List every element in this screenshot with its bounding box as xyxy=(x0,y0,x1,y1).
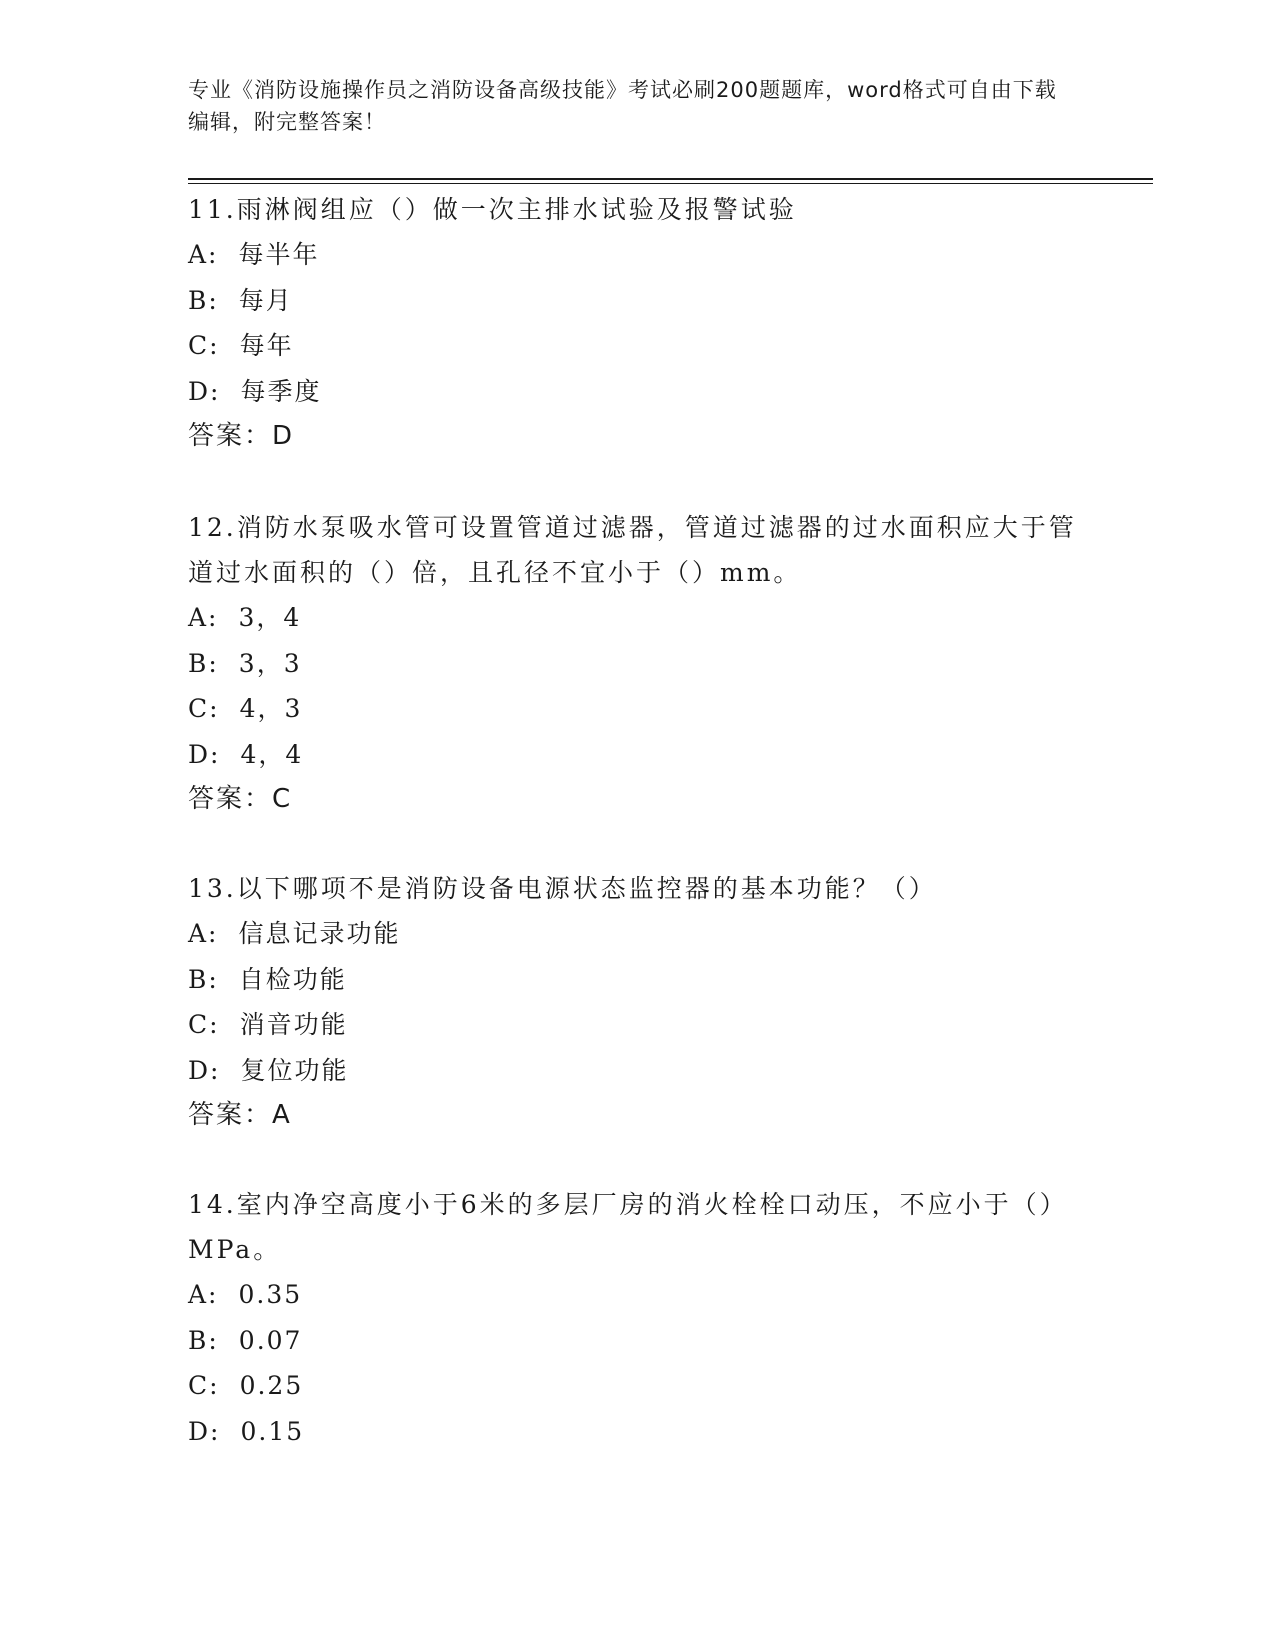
answer-label: 答案：A xyxy=(188,1100,292,1130)
question-12 xyxy=(188,505,1088,822)
option-d xyxy=(188,1048,1088,1094)
option-letter: B: xyxy=(188,1325,219,1355)
option-text: 信息记录功能 xyxy=(238,919,401,948)
option-letter: D: xyxy=(188,1416,221,1446)
option-text: 0.15 xyxy=(240,1416,305,1446)
option-text: 每季度 xyxy=(240,376,322,406)
option-b xyxy=(188,957,1088,1003)
option-letter: C: xyxy=(188,694,220,723)
option-b xyxy=(188,278,1088,324)
header-divider-thin xyxy=(188,183,1153,184)
option-text: 每月 xyxy=(238,285,293,315)
answer-label: 答案：D xyxy=(188,421,295,451)
option-a xyxy=(188,911,1088,957)
option-b xyxy=(188,1318,1088,1364)
option-letter: B: xyxy=(188,964,219,994)
header-divider-thick xyxy=(188,178,1153,180)
option-letter: D: xyxy=(188,376,221,406)
option-c xyxy=(188,1363,1088,1409)
option-letter: C: xyxy=(188,331,220,360)
option-text: 3，3 xyxy=(238,648,302,678)
option-text: 自检功能 xyxy=(238,964,347,994)
option-text: 3，4 xyxy=(238,603,302,632)
option-a xyxy=(188,232,1088,278)
question-13 xyxy=(188,866,1088,1138)
option-c xyxy=(188,686,1088,732)
answer-label: 答案：C xyxy=(188,784,293,814)
option-text: 每半年 xyxy=(238,240,320,269)
option-d xyxy=(188,732,1088,778)
option-letter: D: xyxy=(188,739,221,769)
option-letter: A: xyxy=(188,603,219,632)
option-letter: C: xyxy=(188,1010,220,1039)
question-text: 13.以下哪项不是消防设备电源状态监控器的基本功能？（） xyxy=(188,874,937,903)
option-text: 消音功能 xyxy=(239,1010,348,1039)
question-text: 14.室内净空高度小于6米的多层厂房的消火栓栓口动压，不应小于（）MPa。 xyxy=(188,1190,1068,1264)
option-letter: B: xyxy=(188,648,219,678)
option-a xyxy=(188,595,1088,641)
option-letter: B: xyxy=(188,285,219,315)
option-text: 0.35 xyxy=(238,1280,303,1309)
question-11 xyxy=(188,187,1088,459)
option-text: 每年 xyxy=(239,331,294,360)
option-letter: A: xyxy=(188,240,219,269)
question-text: 11.雨淋阀组应（）做一次主排水试验及报警试验 xyxy=(188,195,797,224)
option-letter: A: xyxy=(188,1280,219,1309)
option-d xyxy=(188,369,1088,415)
option-text: 复位功能 xyxy=(240,1055,349,1085)
question-14 xyxy=(188,1182,1088,1454)
option-letter: C: xyxy=(188,1371,220,1400)
option-text: 0.25 xyxy=(239,1371,304,1400)
option-c xyxy=(188,323,1088,369)
option-c xyxy=(188,1002,1088,1048)
option-d xyxy=(188,1409,1088,1455)
option-b xyxy=(188,641,1088,687)
option-text: 4，3 xyxy=(239,694,303,723)
option-text: 0.07 xyxy=(238,1325,303,1355)
option-text: 4，4 xyxy=(240,739,304,769)
option-a xyxy=(188,1272,1088,1318)
option-letter: A: xyxy=(188,919,219,948)
document-header: 专业《消防设施操作员之消防设备高级技能》考试必刷200题题库，word格式可自由下载编辑，附完整答案！ xyxy=(188,78,1057,134)
option-letter: D: xyxy=(188,1055,221,1085)
question-text: 12.消防水泵吸水管可设置管道过滤器，管道过滤器的过水面积应大于管道过水面积的（）倍，且孔径不宜小于（）mm。 xyxy=(188,513,1077,587)
